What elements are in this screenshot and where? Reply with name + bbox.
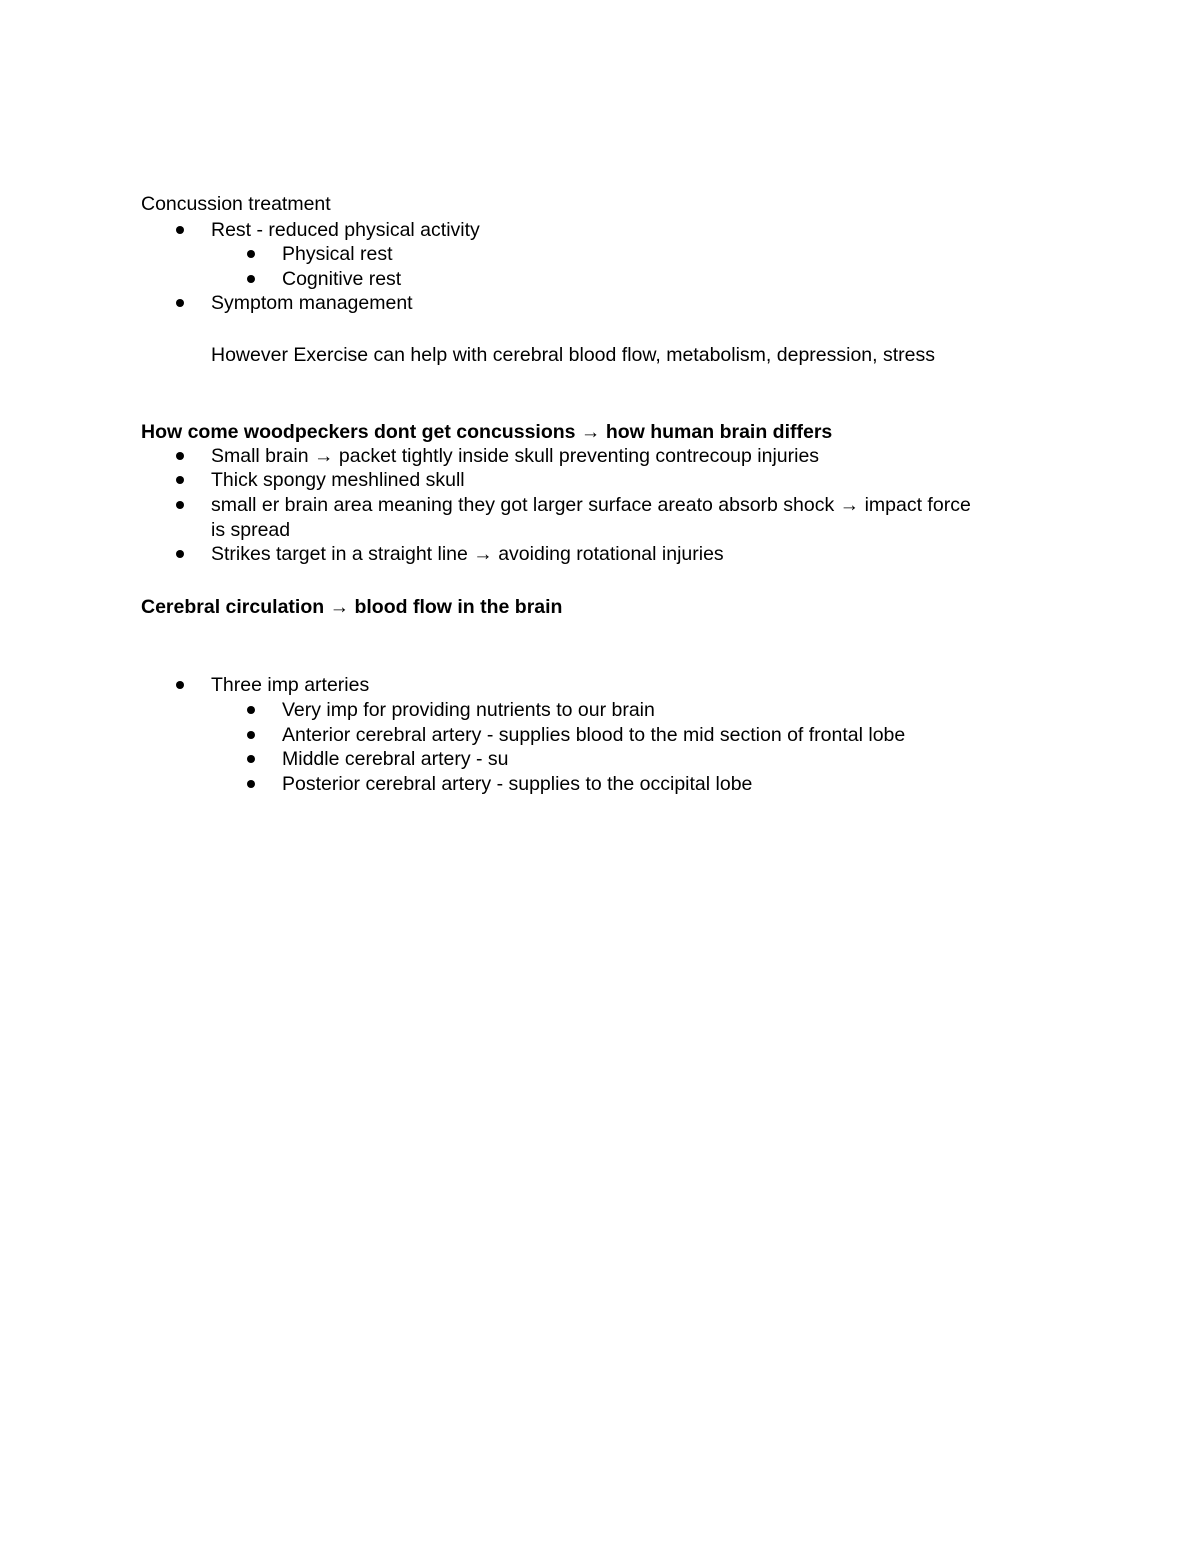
- list-item: Middle cerebral artery - su: [282, 748, 509, 770]
- section-title-concussion-treatment: Concussion treatment: [141, 193, 331, 215]
- list-item: Symptom management: [211, 292, 413, 314]
- list-item-continuation: is spread: [211, 519, 291, 541]
- list-item: Physical rest: [282, 243, 393, 265]
- list-item: Cognitive rest: [282, 268, 402, 290]
- section-title-cerebral-circulation: Cerebral circulation → blood flow in the brain: [141, 596, 563, 618]
- bullet-icon: [176, 299, 184, 307]
- list-item: small er brain area meaning they got larger surface areato absorb shock → impact force: [211, 494, 971, 516]
- bullet-icon: [176, 501, 184, 509]
- section-title-woodpeckers: How come woodpeckers dont get concussions → how human brain differs: [141, 421, 833, 443]
- list-item: Very imp for providing nutrients to our brain: [282, 699, 655, 721]
- bullet-icon: [247, 780, 255, 788]
- bullet-icon: [247, 250, 255, 258]
- bullet-icon: [176, 226, 184, 234]
- bullet-icon: [176, 681, 184, 689]
- note-text: However Exercise can help with cerebral blood flow, metabolism, depression, stress: [211, 344, 935, 366]
- list-item: Posterior cerebral artery - supplies to the occipital lobe: [282, 773, 753, 795]
- bullet-icon: [247, 706, 255, 714]
- bullet-icon: [247, 275, 255, 283]
- bullet-icon: [247, 755, 255, 763]
- list-item: Strikes target in a straight line → avoiding rotational injuries: [211, 543, 724, 565]
- list-item: Thick spongy meshlined skull: [211, 469, 465, 491]
- list-item: Anterior cerebral artery - supplies blood to the mid section of frontal lobe: [282, 724, 906, 746]
- bullet-icon: [176, 452, 184, 460]
- list-item: Three imp arteries: [211, 674, 370, 696]
- bullet-icon: [247, 731, 255, 739]
- list-item: Small brain → packet tightly inside skull preventing contrecoup injuries: [211, 445, 820, 467]
- bullet-icon: [176, 476, 184, 484]
- list-item: Rest - reduced physical activity: [211, 219, 480, 241]
- bullet-icon: [176, 550, 184, 558]
